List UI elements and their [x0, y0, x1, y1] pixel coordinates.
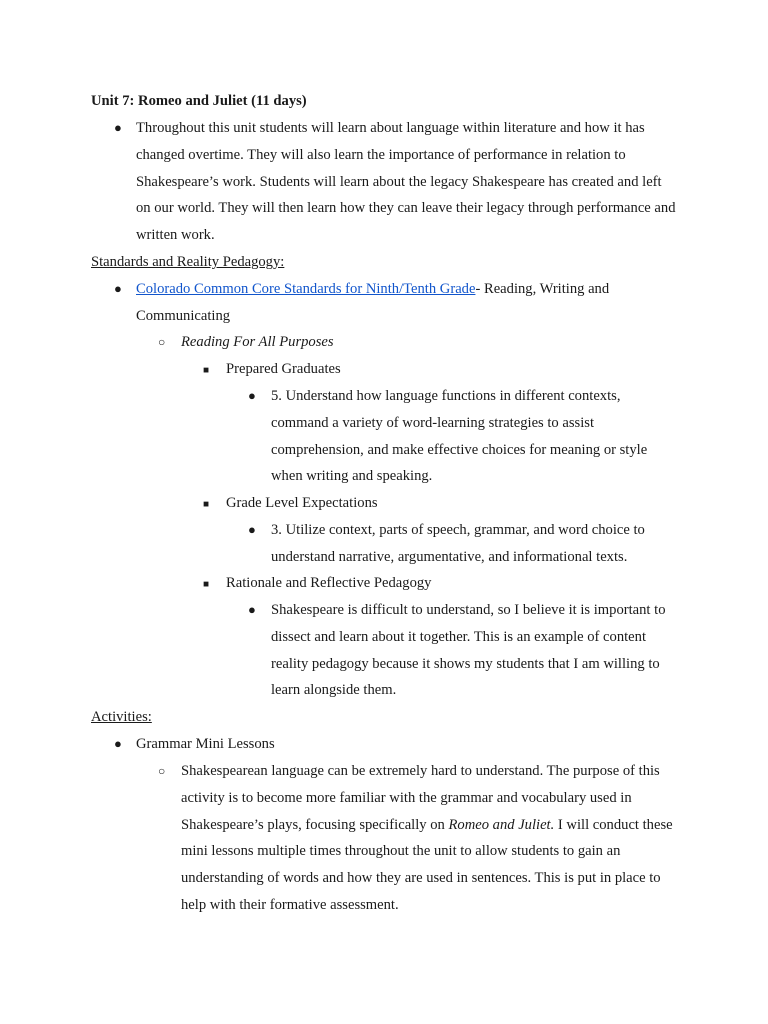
bullet-disc-icon	[114, 276, 122, 303]
activities-heading: Activities:	[91, 709, 152, 725]
standard-detail: 5. Understand how language functions in different contexts, command a variety of word-learning strategies to assist comprehension, and make effective choices for meaning or style when writing and speaking.	[271, 388, 648, 485]
bullet-circle-icon	[158, 329, 165, 356]
bullet-disc-icon	[114, 731, 122, 758]
standard-detail: 3. Utilize context, parts of speech, grammar, and word choice to understand narrative, argumentative, and informational texts.	[271, 522, 645, 565]
bullet-disc-icon	[248, 517, 256, 544]
standard-label: Grade Level Expectations	[226, 495, 378, 511]
bullet-square-icon	[203, 356, 209, 385]
reading-subheading: Reading For All Purposes	[181, 334, 334, 350]
standard-detail: Shakespeare is difficult to understand, so I believe it is important to dissect and learn about it together. This is an example of content reality pedagogy because it shows my students that I am willing to learn alongside them.	[271, 602, 666, 699]
standards-item	[136, 276, 646, 330]
activity-desc-part1: Shakespearean language can be extremely hard to understand. The purpose of this activity is to become more familiar with the grammar and vocabulary used in Shakespeare’s plays, focusing specifically on	[181, 763, 660, 833]
bullet-disc-icon	[248, 597, 256, 624]
bullet-circle-icon	[158, 758, 165, 785]
unit-title: Unit 7: Romeo and Juliet (11 days)	[91, 93, 307, 109]
activity-desc-play-title: Romeo and Juliet.	[448, 816, 555, 833]
unit-overview: Throughout this unit students will learn about language within literature and how it has changed overtime. They will also learn the importance of performance in relation to Shakespeare’s work. Students will learn about the legacy Shakespeare has created and left on our world. They will then learn how they can leave their legacy through performance and written work.	[136, 120, 676, 244]
bullet-square-icon	[203, 490, 209, 519]
standard-label: Rationale and Reflective Pedagogy	[226, 575, 432, 591]
bullet-disc-icon	[248, 383, 256, 410]
standard-label: Prepared Graduates	[226, 361, 341, 377]
standards-link-suffix: - Reading, Writing and Communicating	[136, 281, 610, 324]
bullet-square-icon	[203, 570, 209, 599]
bullet-disc-icon	[114, 115, 122, 142]
activity-label: Grammar Mini Lessons	[136, 736, 275, 752]
colorado-standards-link[interactable]: Colorado Common Core Standards for Ninth/Tenth Grade	[136, 281, 476, 297]
activity-description	[181, 758, 681, 919]
standards-heading: Standards and Reality Pedagogy:	[91, 254, 285, 270]
activity-desc-part2: I will conduct these mini lessons multiple times throughout the unit to allow students to gain an understanding of words and how they are used in sentences. This is put in place to help with their formative assessment.	[181, 816, 673, 913]
